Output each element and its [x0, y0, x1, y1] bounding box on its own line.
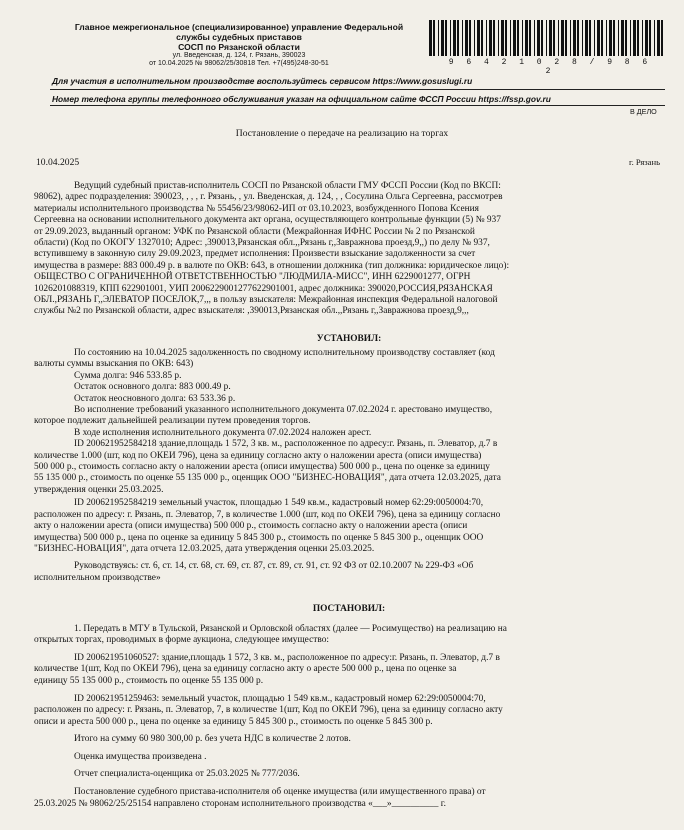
phone-note: Номер телефона группы телефонного обслуживания указан на официальном сайте ФССП России https://fssp.gov.ru [52, 94, 551, 104]
text-line: ID 200621952584219 земельный участок, площадью 1 549 кв.м., кадастровый номер 62:29:0050004:70, [74, 498, 484, 509]
text-line: службы №2 по Рязанской области, адрес взыскателя: ,390013,Рязанская обл.,,Рязань г,,Завражнова проезд,9,,, [34, 306, 469, 317]
text-line: ОБЛ.,РЯЗАНЬ Г,,ЭЛЕВАТОР ПОСЕЛОК,7,,, в пользу взыскателя: Межрайонная инспекция Федеральной налоговой [34, 295, 498, 306]
document-title: Постановление о передаче на реализацию на торгах [235, 128, 449, 139]
divider [50, 105, 665, 106]
text-line: По состоянию на 10.04.2025 задолженность по сводному исполнительному производству составляет (код [74, 348, 495, 358]
text-line: В ходе исполнения исполнительного документа 07.02.2024 наложен арест. [74, 427, 372, 438]
issuer-line-1: Главное межрегиональное (специализированное) управление Федеральной [74, 22, 404, 32]
issuer-line-2: службы судебных приставов [176, 32, 302, 42]
text-line: области) (Код по ОКОГУ 1327010; Адрес: ,390013,Рязанская обл.,,Рязань г,,Завражнова проезд,9,,) по делу № 937, [34, 238, 490, 249]
text-line: Руководствуясь: ст. 6, ст. 14, ст. 68, ст. 69, ст. 87, ст. 89, ст. 91, ст. 92 ФЗ от 02.10.2007 № 229-ФЗ «Об [74, 561, 474, 572]
resolved-heading: ПОСТАНОВИЛ: [312, 604, 386, 614]
issuer-line-3: СОСП по Рязанской области [178, 42, 300, 52]
issuer-address: ул. Введенская, д. 124, г. Рязань, 390023 [172, 52, 306, 59]
document-date: 10.04.2025 [36, 157, 80, 168]
established-section [34, 348, 664, 584]
text-line: 25.03.2025 № 98062/25/25154 направлено сторонам исполнительного производства «___»__________ г. [34, 798, 446, 809]
text-line: 1. Передать в МТУ в Тульской, Рязанской и Орловской областях (далее — Росимущество) на реализацию на [74, 624, 507, 634]
text-line: вступившему в законную силу 29.09.2023, предмет исполнения: Произвести взыскание задолженности за счет [34, 249, 476, 260]
text-line: Во исполнение требований указанного исполнительного документа 07.02.2024 г. арестовано имущество, [74, 405, 493, 416]
text-line: Остаток основного долга: 883 000.49 р. [74, 382, 231, 393]
text-line: открытых торгах, проводимых в форме аукциона, следующее имущество: [34, 635, 329, 646]
gosuslugi-note: Для участия в исполнительном производстве воспользуйтесь сервисом https://www.gosuslugi.ru [52, 76, 473, 86]
text-line: Итого на сумму 60 980 300,00 р. без учета НДС в количестве 2 лотов. [74, 734, 351, 745]
text-line: ID 200621951259463: земельный участок, площадью 1 549 кв.м., кадастровый номер 62:29:0050004:70, [74, 694, 486, 705]
divider [50, 89, 665, 90]
text-line: валюты суммы взыскания по ОКВ: 643) [34, 359, 194, 370]
text-line: акту о наложении ареста (описи имущества) 500 000 р., стоимость согласно акту о наложении ареста (описи [34, 521, 468, 532]
text-line: ID 200621952584218 здание,площадь 1 572, 3 кв. м., расположенное по адресу:г. Рязань, п. Элеватор, д.7 в [74, 439, 498, 450]
text-line: материалы исполнительного производства № 55456/23/98062-ИП от 03.10.2023, возбужденного Попова Ксения [34, 203, 479, 214]
v-delo-mark: В ДЕЛО [630, 107, 657, 116]
text-line: 55 135 000 р., стоимость по оценке 55 135 000 р., оценщик ООО "БИЗНЕС-НОВАЦИЯ", дата отчета 12.03.2025, дата [34, 473, 501, 484]
text-line: описи и ареста 500 000 р., цена по оценке за единицу 5 845 300 р., стоимость по оценке 5 845 300 р. [34, 716, 433, 727]
text-line: расположен по адресу: г. Рязань, п. Элеватор, 7, в количестве 1.000 (шт, код по ОКЕИ 796), цена за единицу согласно [34, 509, 501, 520]
issuer-header [44, 22, 434, 68]
text-line: Постановление судебного пристава-исполнителя об оценке имущества (или имущественного права) от [74, 787, 486, 798]
text-line: Ведущий судебный пристав-исполнитель СОСП по Рязанской области ГМУ ФССП России (Код по ВКСП: [74, 181, 501, 191]
established-heading: УСТАНОВИЛ: [316, 334, 382, 344]
text-line: 98062), адрес подразделения: 390023, , , , г. Рязань, , ул. Введенская, д. 124, , , Сосулина Ольга Сергеевна, рассмотрев [34, 192, 503, 203]
text-line: Отчет специалиста-оценщика от 25.03.2025 № 777/2036. [74, 769, 300, 780]
text-line: Остаток неосновного долга: 63 533.36 р. [74, 393, 236, 404]
barcode-digits: 9 6 4 2 1 0 2 8 / 9 8 6 2 [448, 58, 652, 76]
text-line: количестве 1.000 (шт, код по ОКЕИ 796), цена за единицу согласно акту о наложении ареста (описи имущества) [34, 450, 482, 461]
text-line: 1026201088319, КПП 622901001, УИП 2006229001277622901001, адрес должника: 390020,РОССИЯ,РЯЗАНСКАЯ [34, 283, 493, 294]
text-line: утверждения оценки 25.03.2025. [34, 484, 164, 495]
text-line: от 29.09.2023, выданный органом: УФК по Рязанской области (Межрайонная ИФНС России № 2 по Рязанской [34, 226, 475, 237]
resolved-section [34, 624, 664, 810]
text-line: имущества) 500 000 р., цена по оценке за единицу 5 845 300 р., стоимость по оценке 5 845 300 р., оценщик ООО [34, 532, 484, 543]
text-line: "БИЗНЕС-НОВАЦИЯ", дата отчета 12.03.2025, дата утверждения оценки 25.03.2025. [34, 543, 375, 554]
text-line: ОБЩЕСТВО С ОГРАНИЧЕННОЙ ОТВЕТСТВЕННОСТЬЮ "ЛЮДМИЛА-МИСС", ИНН 6229001277, ОГРН [34, 272, 471, 283]
text-line: Оценка имущества произведена . [74, 751, 207, 762]
text-line: количестве 1(шт, Код по ОКЕИ 796), цена за единицу согласно акту о аресте 500 000 р., цена по оценке за [34, 664, 457, 675]
text-line: расположен по адресу: г. Рязань, п. Элеватор, 7, в количестве 1(шт, Код по ОКЕИ 796), цена за единицу согласно акту [34, 705, 503, 716]
document-city: г. Рязань [629, 157, 660, 167]
text-line: Сумма долга: 946 533.85 р. [74, 370, 182, 381]
text-line: ID 200621951060527: здание,площадь 1 572, 3 кв. м., расположенное по адресу:г. Рязань, п. Элеватор, д.7 в [74, 652, 500, 663]
text-line: Сергеевна на основании исполнительного документа акт органа, осуществляющего контрольные функции (5) № 937 [34, 215, 501, 226]
text-line: которое подлежит дальнейшей реализации путем проведения торгов. [34, 416, 311, 427]
text-line: исполнительном производстве» [34, 572, 161, 583]
intro-paragraph [34, 181, 664, 318]
text-line: 500 000 р., стоимость согласно акту о наложении ареста (описи имущества) 500 000 р., цена по оценке за единицу [34, 462, 490, 473]
document-reference: от 10.04.2025 № 98062/25/30818 Тел. +7(495)248-30-51 [149, 60, 329, 67]
text-line: имущества в размере: 883 000.49 р. в валюте по ОКВ: 643, в отношении должника (тип должника: юридическое лицо): [34, 260, 510, 271]
text-line: единицу 55 135 000 р., стоимость по оценке 55 135 000 р. [34, 675, 264, 686]
